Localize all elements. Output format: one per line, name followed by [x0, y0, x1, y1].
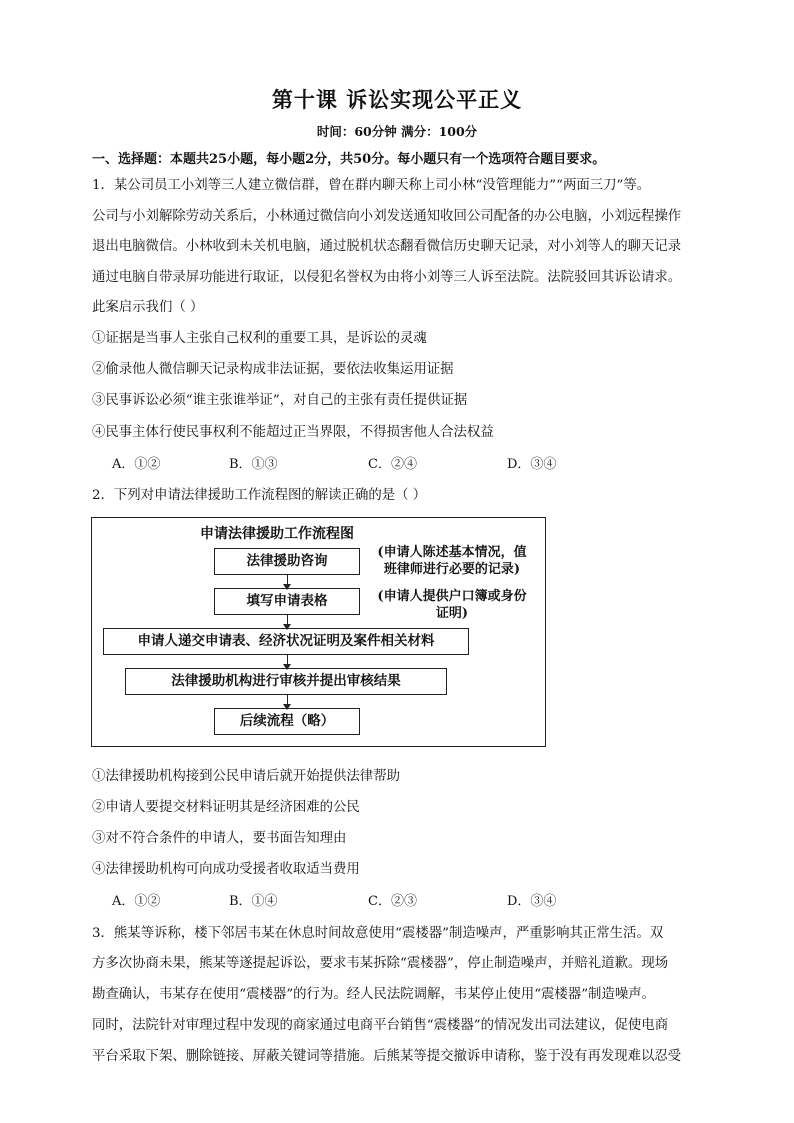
page-title: 第十课 诉讼实现公平正义	[271, 87, 523, 112]
section-heading: 一、选择题：本题共25小题，每小题2分，共50分。每小题只有一个选项符合题目要求。	[92, 152, 606, 167]
q2-statement: ④法律援助机构可向成功受援者收取适当费用	[92, 862, 360, 877]
q2-stem: 2．下列对申请法律援助工作流程图的解读正确的是（ ）	[92, 488, 427, 503]
q2-options	[112, 890, 672, 910]
q3-stem-line: 勘查确认，韦某存在使用“震楼器”的行为。经人民法院调解，韦某停止使用“震楼器”制造噪声。	[92, 987, 656, 1002]
q2-statement: ③对不符合条件的申请人，要书面告知理由	[92, 831, 347, 846]
q2-statement: ①法律援助机构接到公民申请后就开始提供法律帮助	[92, 769, 400, 784]
flow-step-submit: 申请人递交申请表、经济状况证明及案件相关材料	[103, 628, 469, 655]
q2-option-b[interactable]: B．①④	[229, 894, 278, 909]
q1-option-b[interactable]: B．①③	[229, 457, 278, 472]
flow-step-review: 法律援助机构进行审核并提出审核结果	[125, 668, 447, 695]
q3-stem-line: 平台采取下架、删除链接、屏蔽关键词等措施。后熊某等提交撤诉申请称，鉴于没有再发现难以忍受	[92, 1049, 682, 1064]
exam-info: 时间：60分钟 满分：100分	[316, 124, 478, 139]
q1-statement: ①证据是当事人主张自己权利的重要工具，是诉讼的灵魂	[92, 331, 427, 346]
q1-stem-line: 通过电脑自带录屏功能进行取证，以侵犯名誉权为由将小刘等三人诉至法院。法院驳回其诉讼请求。	[92, 270, 682, 285]
q1-options	[112, 453, 672, 473]
q1-stem-line: 退出电脑微信。小林收到未关机电脑，通过脱机状态翻看微信历史聊天记录，对小刘等人的聊天记录	[92, 239, 682, 254]
q1-statement: ④民事主体行使民事权利不能超过正当界限，不得损害他人合法权益	[92, 425, 494, 440]
flow-step-fill-form: 填写申请表格	[214, 588, 360, 615]
flowchart-title: 申请法律援助工作流程图	[200, 526, 354, 542]
q2-option-d[interactable]: D．③④	[507, 894, 557, 909]
flowchart	[91, 517, 546, 747]
q1-statement: ③民事诉讼必须“谁主张谁举证”，对自己的主张有责任提供证据	[92, 393, 468, 408]
flow-note-form: (申请人提供户口簿或身份 证明)	[377, 589, 527, 621]
q1-statement: ②偷录他人微信聊天记录构成非法证据，要依法收集运用证据	[92, 362, 454, 377]
q3-stem-line: 同时，法院针对审理过程中发现的商家通过电商平台销售“震楼器”的情况发出司法建议，促使电商	[92, 1018, 669, 1033]
q1-stem-line: 公司与小刘解除劳动关系后，小林通过微信向小刘发送通知收回公司配备的办公电脑，小刘远程操作	[92, 209, 682, 224]
q1-option-c[interactable]: C．②④	[368, 457, 417, 472]
flow-step-consult: 法律援助咨询	[214, 548, 360, 575]
flow-arrow	[287, 695, 288, 704]
flow-note-consult: (申请人陈述基本情况，值 班律师进行必要的记录)	[377, 545, 527, 577]
flow-arrow	[287, 655, 288, 664]
q2-option-a[interactable]: A．①②	[112, 894, 161, 909]
q1-option-d[interactable]: D．③④	[507, 457, 557, 472]
q3-stem-line: 3．熊某等诉称，楼下邻居韦某在休息时间故意使用“震楼器”制造噪声，严重影响其正常生活。双	[92, 926, 664, 941]
flow-step-follow-up: 后续流程（略）	[214, 708, 360, 735]
q2-statement: ②申请人要提交材料证明其是经济困难的公民	[92, 800, 360, 815]
q1-option-a[interactable]: A．①②	[112, 457, 161, 472]
q3-stem-line: 方多次协商未果，熊某等遂提起诉讼，要求韦某拆除“震楼器”，停止制造噪声，并赔礼道歉。现场	[92, 956, 669, 971]
q2-option-c[interactable]: C．②③	[368, 894, 417, 909]
q1-stem-line: 此案启示我们（ ）	[92, 300, 204, 315]
flow-arrow	[287, 575, 288, 584]
q1-stem-line: 1．某公司员工小刘等三人建立微信群，曾在群内聊天称上司小林“没管理能力”“两面三刀”等。	[92, 178, 651, 193]
flow-arrow	[287, 615, 288, 624]
